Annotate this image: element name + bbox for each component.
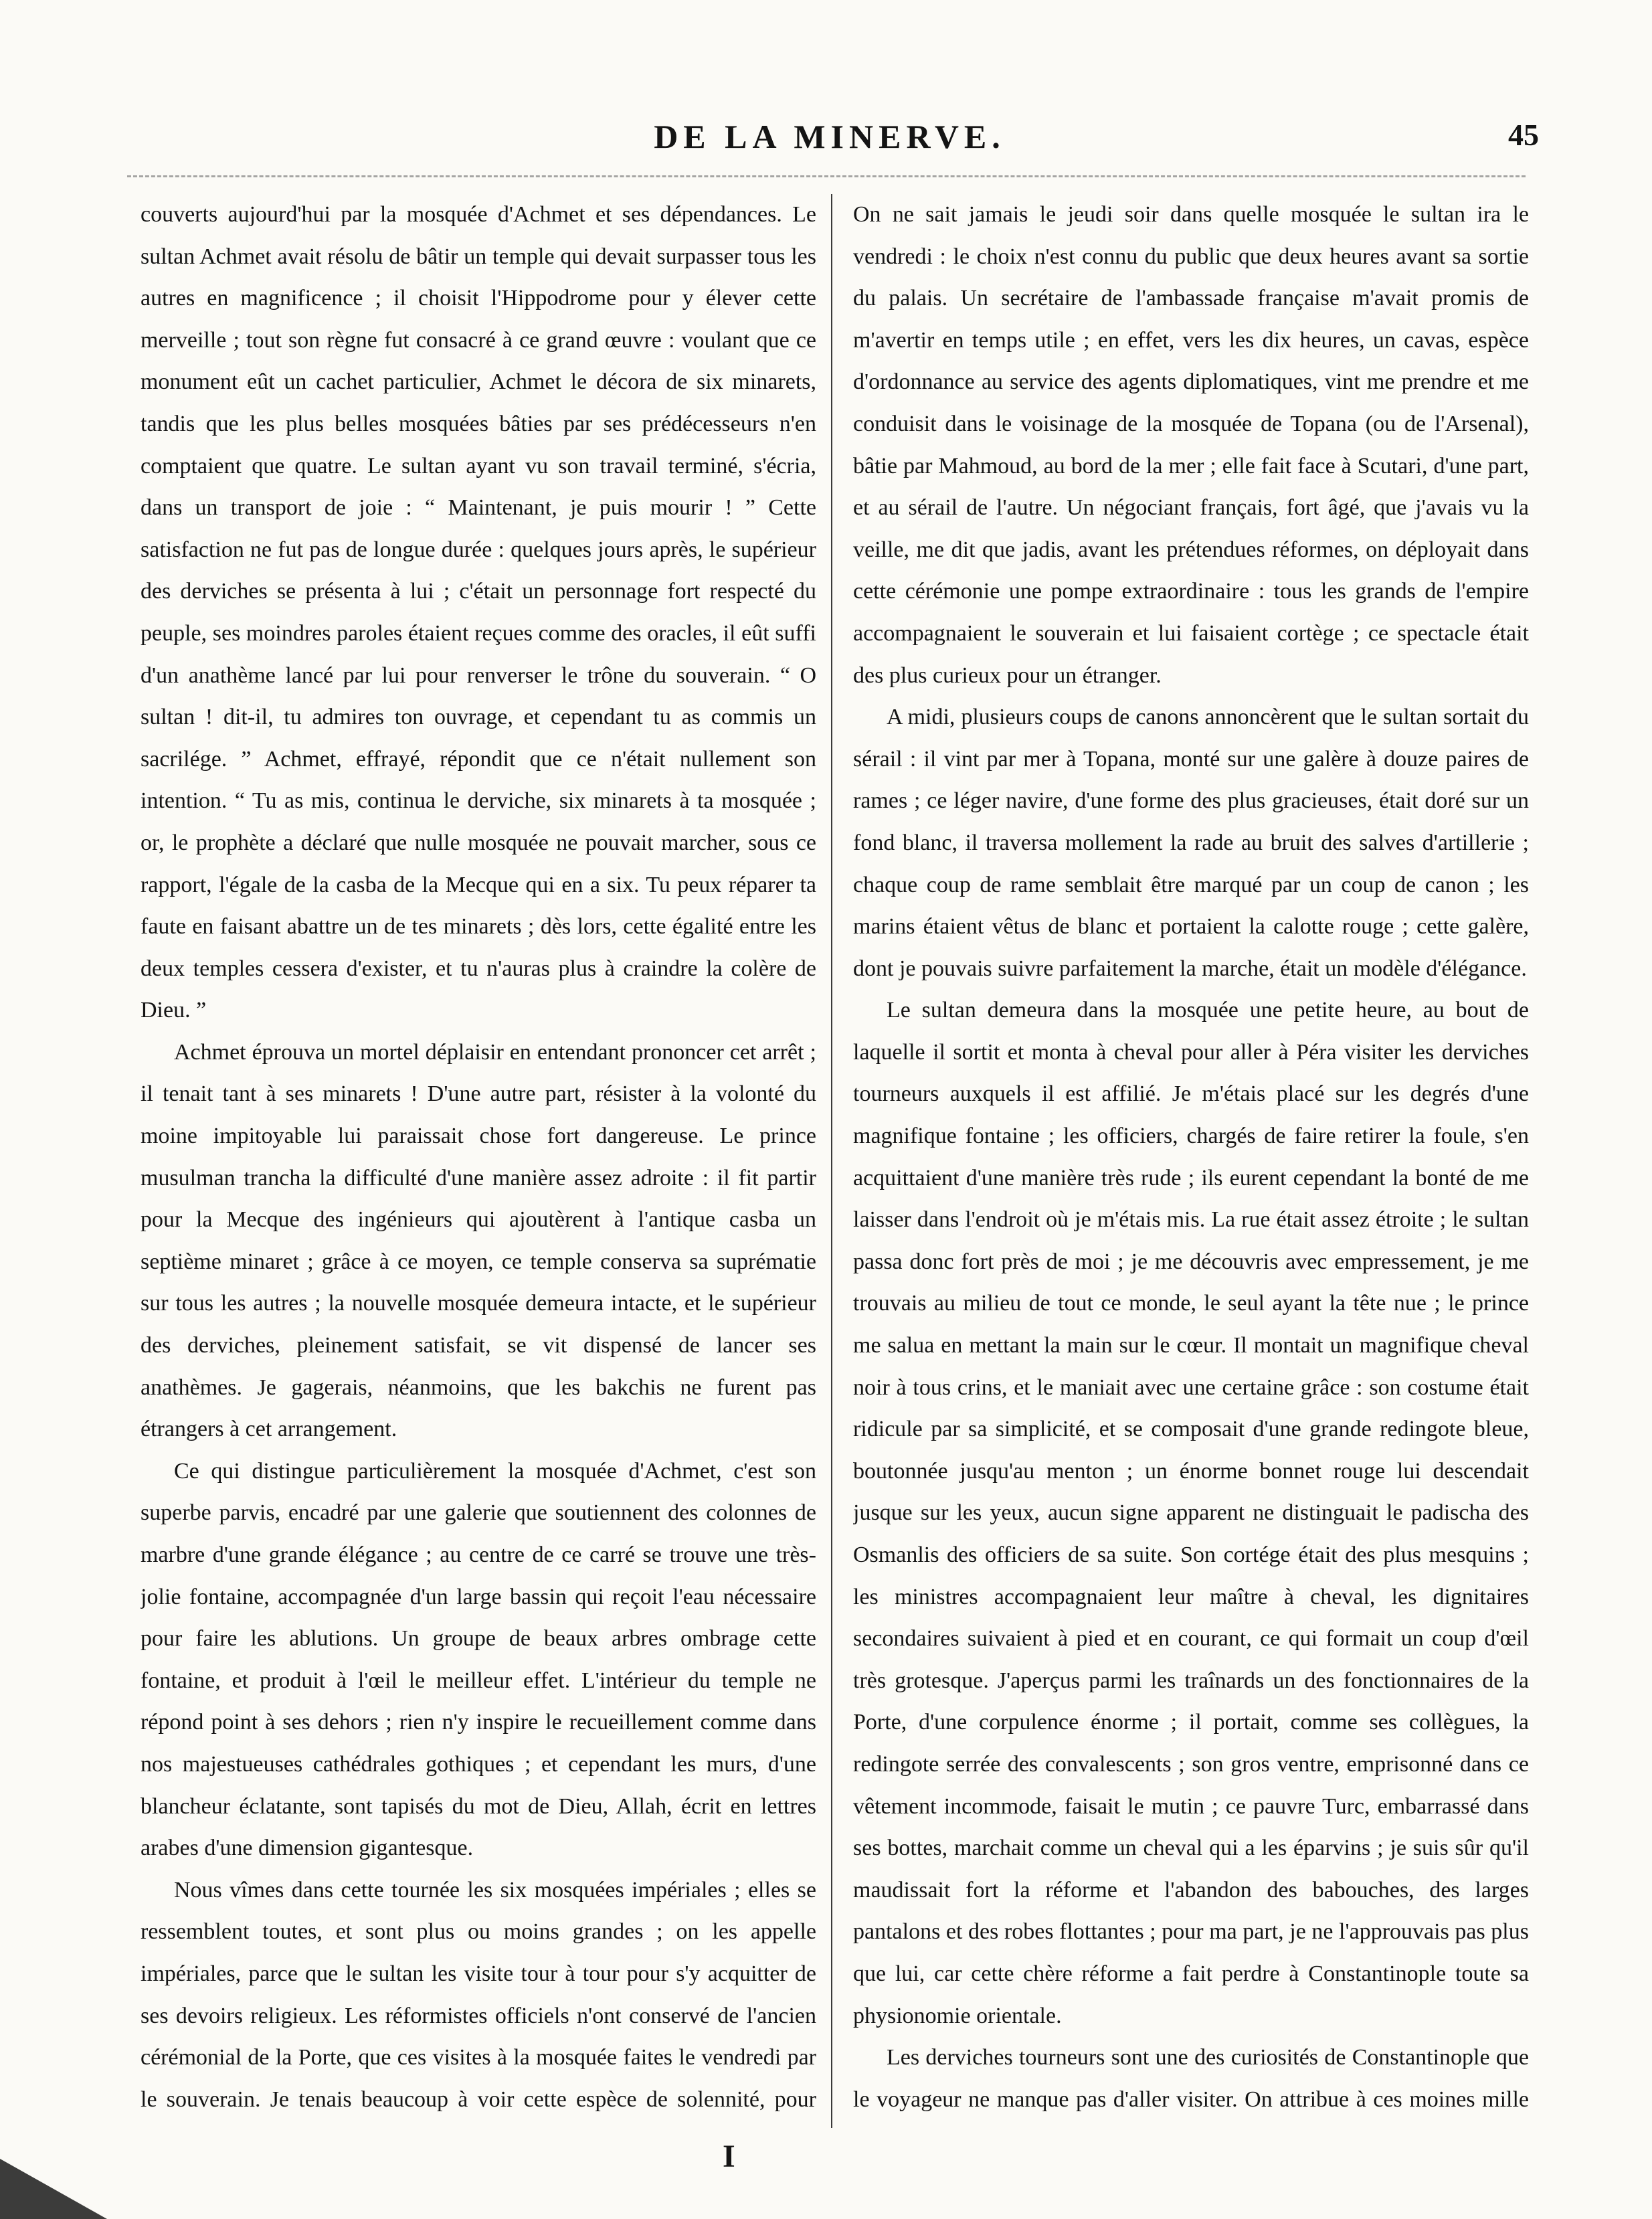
text-column-right — [853, 194, 1529, 2128]
paragraph: Achmet éprouva un mortel déplaisir en entendant prononcer cet arrêt ; il tenait tant à ses minarets ! D'une autre part, résister à la volonté du moine impitoyable lui paraissait chose fort dangereuse. Le prince musulman trancha la difficulté d'une manière assez adroite : il fit partir pour la Mecque des ingénieurs qui ajoutèrent à l'antique casba un septième minaret ; grâce à ce moyen, ce temple conserva sa suprématie sur tous les autres ; la nouvelle mosquée demeura intacte, et le supérieur des derviches, pleinement satisfait, se vit dispensé de lancer ses anathèmes. Je gagerais, néanmoins, que les bakchis ne furent pas étrangers à cet arrangement. — [141, 1039, 816, 1442]
paragraph: Ce qui distingue particulièrement la mosquée d'Achmet, c'est son superbe parvis, encadré par une galerie que soutiennent des colonnes de marbre d'une grande élégance ; au centre de ce carré se trouve une très-jolie fontaine, accompagnée d'un large bassin qui reçoit l'eau nécessaire pour faire les ablutions. Un groupe de beaux arbres ombrage cette fontaine, et produit à l'œil le meilleur effet. L'intérieur du temple ne répond point à ses dehors ; rien n'y inspire le recueillement comme dans nos majestueuses cathédrales gothiques ; et cependant les murs, d'une blancheur éclatante, sont tapisés du mot de Dieu, Allah, écrit en lettres arabes d'une dimension gigantesque. — [141, 1458, 816, 1861]
page-number: 45 — [1508, 118, 1539, 152]
paragraph: couverts aujourd'hui par la mosquée d'Achmet et ses dépendances. Le sultan Achmet avait résolu de bâtir un temple qui devait surpasser tous les autres en magnificence ; il choisit l'Hippodrome pour y élever cette merveille ; tout son règne fut consacré à ce grand œuvre : voulant que ce monument eût un cachet particulier, Achmet le décora de six minarets, tandis que les plus belles mosquées bâties par ses prédécesseurs n'en comptaient que quatre. Le sultan ayant vu son travail terminé, s'écria, dans un transport de joie : “ Maintenant, je puis mourir ! ” Cette satisfaction ne fut pas de longue durée : quelques jours après, le supérieur des derviches se présenta à lui ; c'était un personnage fort respecté du peuple, ses moindres paroles étaient reçues comme des oracles, il eût suffi d'un anathème lancé par lui pour renverser le trône du souverain. “ O sultan ! dit-il, tu admires ton ouvrage, et cependant tu as commis un sacrilége. ” Achmet, effrayé, répondit que ce n'était nullement son intention. “ Tu as mis, continua le derviche, six minarets à ta mosquée ; or, le prophète a déclaré que nulle mosquée ne pouvait marcher, sous ce rapport, l'égale de la casba de la Mecque qui en a six. Tu peux réparer ta faute en faisant abattre un de tes minarets ; dès lors, cette égalité entre les deux temples cessera d'exister, et tu n'auras plus à craindre la colère de Dieu. ” — [141, 202, 816, 1023]
scan-edge-shadow — [0, 2159, 107, 2219]
page-header — [134, 117, 1539, 171]
paragraph: A midi, plusieurs coups de canons annoncèrent que le sultan sortait du sérail : il vint par mer à Topana, monté sur une galère à douze paires de rames ; ce léger navire, d'une forme des plus gracieuses, était doré sur un fond blanc, il traversa mollement la rade au bruit des salves d'artillerie ; chaque coup de rame semblait être marqué par un coup de canon ; les marins étaient vêtus de blanc et portaient la calotte rouge ; cette galère, dont je pouvais suivre parfaitement la marche, était un modèle d'élégance. — [853, 705, 1529, 981]
paragraph: Les derviches tourneurs sont une des curiosités de Constantinople que le voyageur ne manque pas d'aller visiter. On attribue à ces moines mille — [853, 2045, 1529, 2112]
text-column-left — [141, 194, 816, 2128]
paragraph: Nous vîmes dans cette tournée les six mosquées impériales ; elles se ressemblent toutes, et sont plus ou moins grandes ; on les appelle impériales, parce que le sultan les visite tour à tour pour s'y acquitter de ses devoirs religieux. Les réformistes officiels n'ont conservé de l'ancien cérémonial de la Porte, que ces visites à la mosquée faites le vendredi par le souverain. Je tenais beaucoup à voir cette espèce de solennité, pour — [141, 1877, 816, 2112]
paragraph: Le sultan demeura dans la mosquée une petite heure, au bout de laquelle il sortit et monta à cheval pour aller à Péra visiter les derviches tourneurs auxquels il est affilié. Je m'étais placé sur les degrés d'une magnifique fontaine ; les officiers, chargés de faire retirer la foule, s'en acquittaient d'une manière très rude ; ils eurent cependant la bonté de me laisser dans l'endroit où je m'étais mis. La rue était assez étroite ; le sultan passa donc fort près de moi ; je me découvris avec empressement, je me trouvais au milieu de tout ce monde, le seul ayant la tête nue ; le prince me salua en mettant la main sur le cœur. Il montait un magnifique cheval noir à tous crins, et le maniait avec une certaine grâce : son costume était ridicule par sa simplicité, et se composait d'une grande redingote bleue, boutonnée jusqu'au menton ; un énorme bonnet rouge lui descendait jusque sur les yeux, aucun signe apparent ne distinguait le padischa des Osmanlis des officiers de sa suite. Son cortége était des plus mesquins ; les ministres accompagnaient leur maître à cheval, les dignitaires secondaires suivaient à pied et en courant, ce qui formait un coup d'œil très grotesque. J'aperçus parmi les traînards un des fonctionnaires de la Porte, d'une corpulence énorme ; il portait, comme ses collègues, la redingote serrée des convalescents ; son gros ventre, emprisonné dans ce vêtement incommode, faisait le mutin ; ce pauvre Turc, embarrassé dans ses bottes, marchait comme un cheval qui a les éparvins ; je suis sûr qu'il maudissait fort la réforme et l'abandon des babouches, des larges pantalons et des robes flottantes ; pour ma part, je ne l'approuvais pas plus que lui, car cette chère réforme a fait perdre à Constantinople toute sa physionomie orientale. — [853, 998, 1529, 2028]
header-rule — [127, 175, 1526, 177]
paragraph: On ne sait jamais le jeudi soir dans quelle mosquée le sultan ira le vendredi : le choix n'est connu du public que deux heures avant sa sortie du palais. Un secrétaire de l'ambassade française m'avait promis de m'avertir en temps utile ; en effet, vers les dix heures, un cavas, espèce d'ordonnance au service des agents diplomatiques, vint me prendre et me conduisit dans le voisinage de la mosquée de Topana (ou de l'Arsenal), bâtie par Mahmoud, au bord de la mer ; elle fait face à Scutari, d'une part, et au sérail de l'autre. Un négociant français, fort âgé, que j'avais vu la veille, me dit que jadis, avant les prétendues réformes, on déployait dans cette cérémonie une pompe extraordinaire : tous les grands de l'empire accompagnaient le souverain et lui faisaient cortège ; ce spectacle était des plus curieux pour un étranger. — [853, 202, 1529, 688]
column-divider — [831, 194, 832, 2128]
running-title: DE LA MINERVE. — [654, 118, 1006, 155]
signature-mark: I — [723, 2139, 735, 2174]
